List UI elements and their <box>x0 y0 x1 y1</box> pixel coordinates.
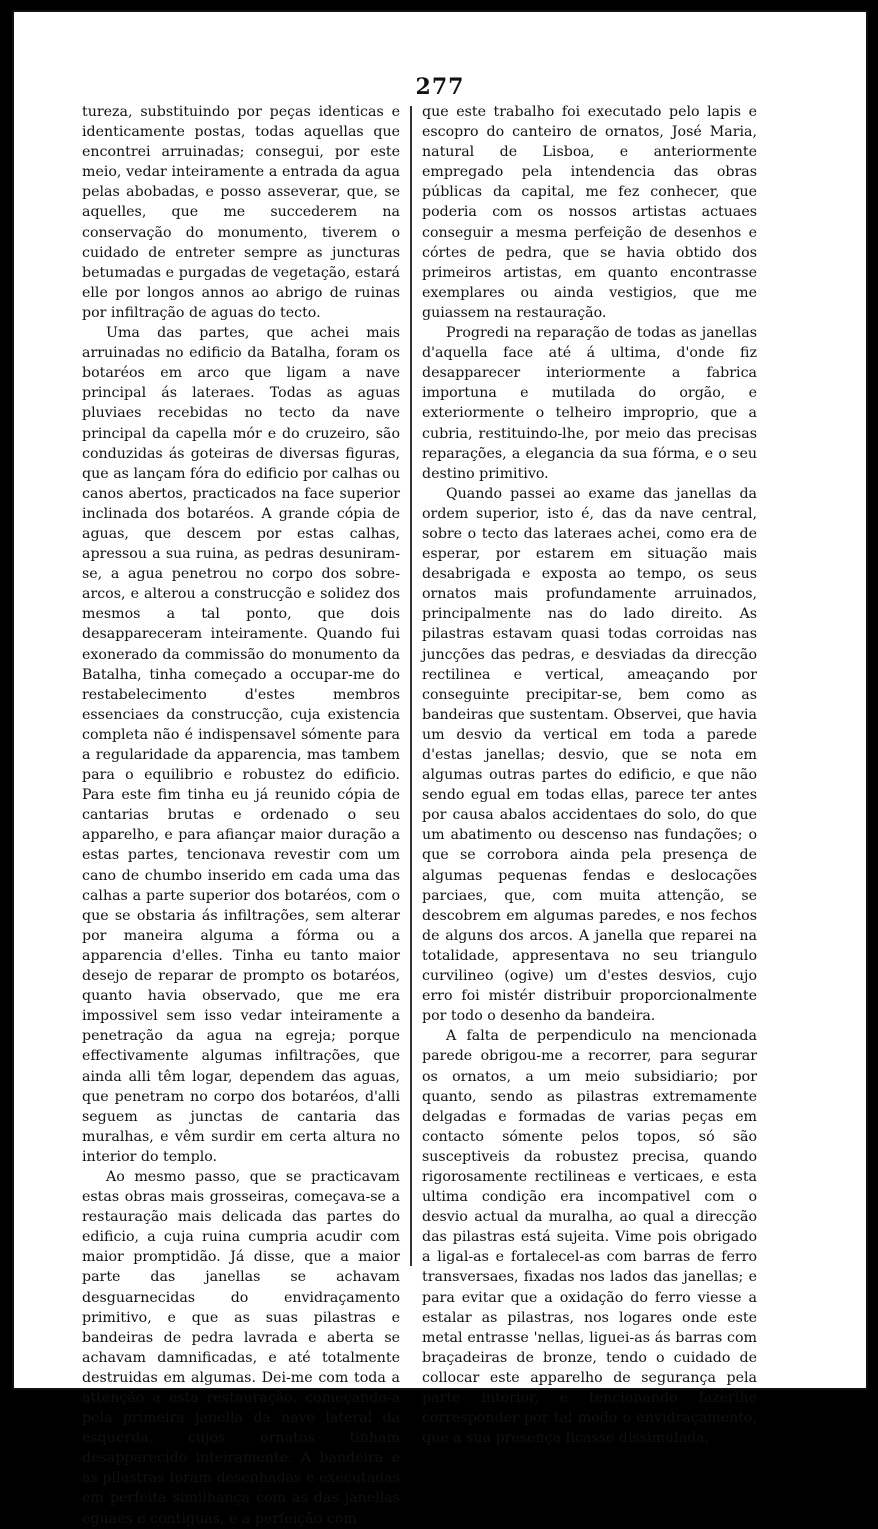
right-column <box>422 102 757 1448</box>
right-paragraph-1: que este trabalho foi executado pelo lapis e escopro do canteiro de ornatos, José Maria, natural de Lisboa, e anteriormente empregado pela intendencia das obras públicas da capital, me fez conhecer, que poderia com os nossos artistas actuaes conseguir a mesma perfeição de desenhos e córtes de pedra, que se havia obtido dos primeiros artistas, em quanto encontrasse exemplares ou ainda vestigios, que me guiassem na restauração. <box>422 104 757 321</box>
left-paragraph-2: Uma das partes, que achei mais arruinadas no edificio da Batalha, foram os botaréos em arco que ligam a nave principal ás lateraes. Todas as aguas pluviaes recebidas no tecto da nave principal da capella mór e do cruzeiro, são conduzidas ás goteiras de diversas figuras, que as lançam fóra do edificio por calhas ou canos abertos, practicados na face superior inclinada dos botaréos. A grande cópia de aguas, que descem por estas calhas, apressou a sua ruina, as pedras desuniram-se, a agua penetrou no corpo dos sobre-arcos, e alterou a construcção e solidez dos mesmos a tal ponto, que dois desappareceram inteiramente. Quando fui exonerado da commissão do monumento da Batalha, tinha começado a occupar-me do restabelecimento d'estes membros essenciaes da construcção, cuja existencia completa não é indispensavel sómente para a regularidade da apparencia, mas tambem para o equilibrio e robustez do edificio. Para este fim tinha eu já reunido cópia de cantarias brutas e ordenado o seu apparelho, e para afiançar maior duração a estas partes, tencionava revestir com um cano de chumbo inserido em cada uma das calhas a parte superior dos botaréos, com o que se obstaria ás infiltrações, sem alterar por maneira alguma a fórma ou a apparencia d'elles. Tinha eu tanto maior desejo de reparar de prompto os botaréos, quanto havia observado, que me era impossivel sem isso vedar inteiramente a penetração da agua na egreja; porque effectivamente algumas infiltrações, que ainda alli têm logar, dependem das aguas, que penetram no corpo dos botaréos, d'alli seguem as junctas de cantaria das muralhas, e vêm surdir em certa altura no interior do templo. <box>82 325 400 1165</box>
left-paragraph-1: tureza, substituindo por peças identicas e identicamente postas, todas aquellas que encontrei arruinadas; consegui, por este meio, vedar inteiramente a entrada da agua pelas abobadas, e posso asseverar, que, se aquelles, que me succederem na conservação do monumento, tiverem o cuidado de entreter sempre as juncturas betumadas e purgadas de vegetação, estará elle por longos annos ao abrigo de ruinas por infiltração de aguas do tecto. <box>82 104 400 321</box>
column-divider <box>410 106 412 1266</box>
right-paragraph-2: Progredi na reparação de todas as janellas d'aquella face até á ultima, d'onde fiz desapparecer interiormente a fabrica importuna e mutilada do orgão, e exteriormente o telheiro improprio, que a cubria, restituindo-lhe, por meio das precisas reparações, a elegancia da sua fórma, e o seu destino primitivo. <box>422 325 757 482</box>
book-page <box>12 10 868 1527</box>
right-paragraph-4: A falta de perpendiculo na mencionada parede obrigou-me a recorrer, para segurar os ornatos, a um meio subsidiario; por quanto, sendo as pilastras extremamente delgadas e formadas de varias peças em contacto sómente pelos topos, só são susceptiveis da robustez precisa, quando rigorosamente rectilineas e verticaes, e esta ultima condição era incompativel com o desvio actual da muralha, ao qual a direcção das pilastras está sujeita. Vime pois obrigado a ligal-as e fortalecel-as com barras de ferro transversaes, fixadas nos lados das janellas; e para evitar que a oxidação do ferro viesse a estalar as pilastras, nos logares onde este metal entrasse 'nellas, liguei-as ás barras com braçadeiras de bronze, tendo o cuidado de collocar este apparelho de segurança pela parte interior, e tencionando fazerlhe corresponder por tal modo o envidraçamento, que a sua presença ficasse dissimulada, <box>422 1028 757 1447</box>
left-column <box>82 102 400 1529</box>
page-number: 277 <box>415 74 465 100</box>
left-paragraph-3: Ao mesmo passo, que se practicavam estas obras mais grosseiras, começava-se a restauração mais delicada das partes do edificio, a cuja ruina cumpria acudir com maior promptidão. Já disse, que a maior parte das janellas se achavam desguarnecidas do envidraçamento primitivo, e que as suas pilastras e bandeiras de pedra lavrada e aberta se achavam damnificadas, e até totalmente destruidas em algumas. Dei-me com toda a attenção a esta restauração, começando-a pela primeira janella da nave lateral da esquerda, cujos ornatos tinham desapparecido inteiramente. A bandeira e as pilastras foram desenhadas e executadas em perfeita similhança com as das janellas eguaes e contiguas, e a perfeição com <box>82 1168 400 1527</box>
right-paragraph-3: Quando passei ao exame das janellas da ordem superior, isto é, das da nave central, sobre o tecto das lateraes achei, como era de esperar, por estarem em situação mais desabrigada e exposta ao tempo, os seus ornatos mais profundamente arruinados, principalmente nas do lado direito. As pilastras estavam quasi todas corroidas nas juncções das pedras, e desviadas da direcção rectilinea e vertical, ameaçando por conseguinte precipitar-se, bem como as bandeiras que sustentam. Observei, que havia um desvio da vertical em toda a parede d'estas janellas; desvio, que se nota em algumas outras partes do edificio, e que não sendo egual em todas ellas, parece ter antes por causa abalos accidentaes do solo, do que um abatimento ou descenso nas fundações; o que se corrobora ainda pela presença de algumas pequenas fendas e deslocações parciaes, que, com muita attenção, se descobrem em algumas paredes, e nos fechos de alguns dos arcos. A janella que reparei na totalidade, appresentava no seu triangulo curvilineo (ogive) um d'estes desvios, cujo erro foi mistér distribuir proporcionalmente por todo o desenho da bandeira. <box>422 485 757 1025</box>
